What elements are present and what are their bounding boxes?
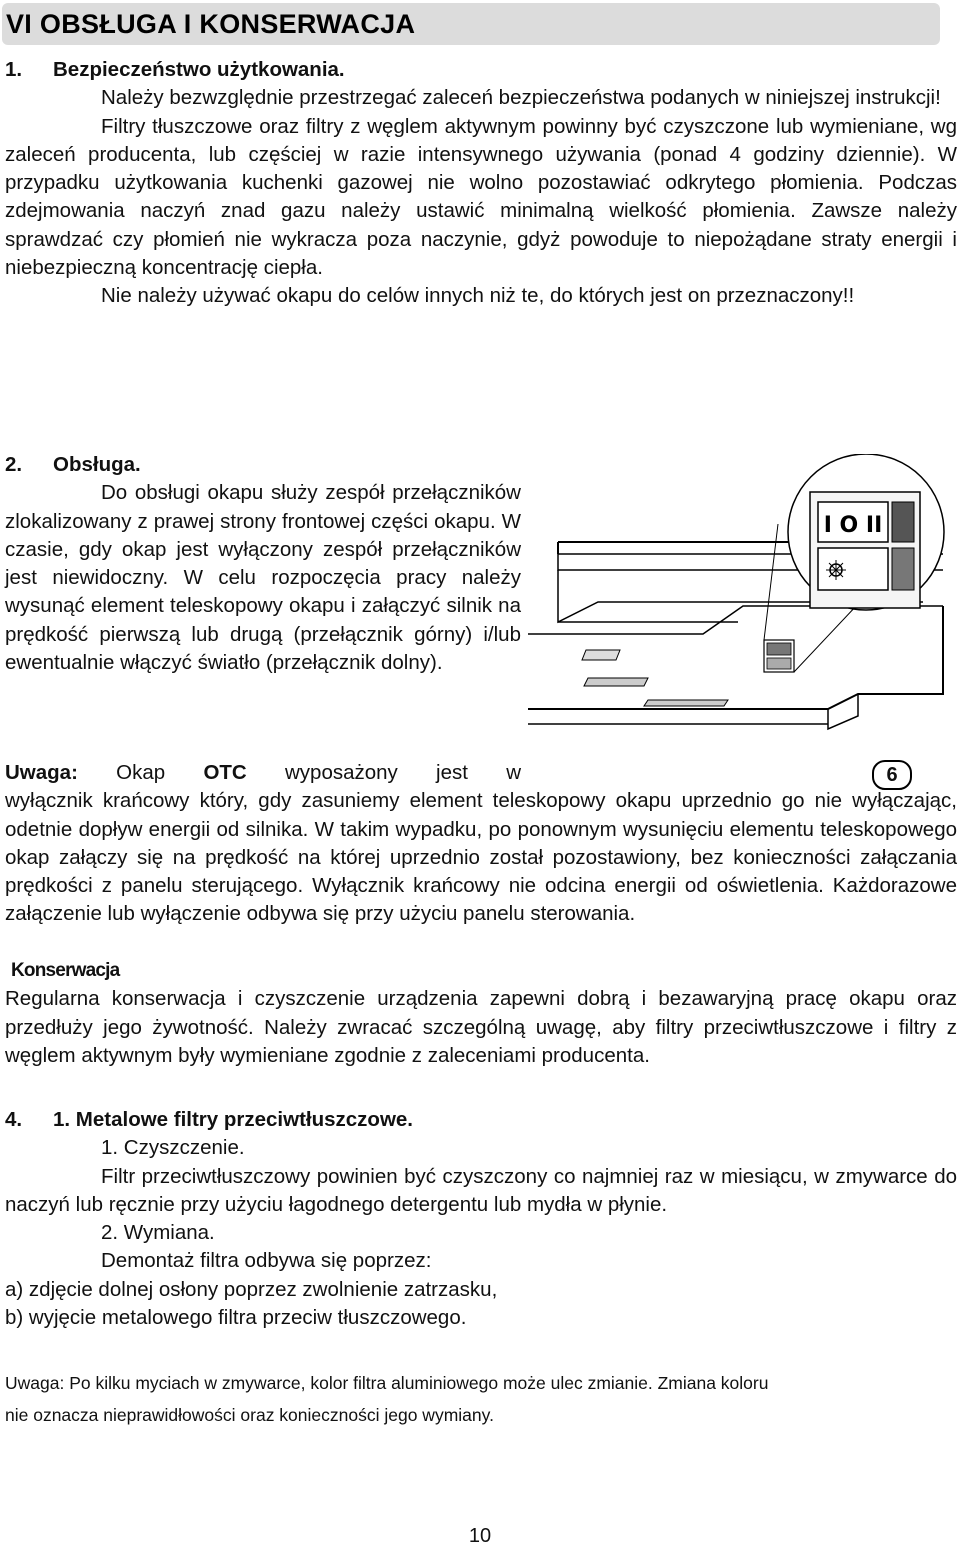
section-1: [5, 56, 957, 311]
step-a: a) zdjęcie dolnej osłony poprzez zwolnienie zatrzasku,: [5, 1277, 498, 1301]
cleaning-heading: 1. Czyszczenie.: [101, 1136, 245, 1160]
section-2: [5, 451, 521, 677]
konserwacja-paragraph: Regularna konserwacja i czyszczenie urządzenia zapewni dobrą i bezawaryjną pracę okapu oraz przedłuży jego żywotność. Należy zwracać szczególną uwagę, aby filtry przeciwtłuszczowe i filtry z węglem aktywnym były wymieniane zgodnie z zaleceniami producenta.: [5, 987, 957, 1067]
konserwacja-heading: Konserwacja: [11, 960, 120, 981]
remark-line-1: Uwaga: Po kilku myciach w zmywarce, kolor filtra aluminiowego może ulec zmianie. Zmiana koloru: [5, 1373, 769, 1393]
section-1-paragraph-3: Nie należy używać okapu do celów innych niż te, do których jest on przeznaczony!!: [101, 284, 855, 308]
section-header-bar: [2, 3, 940, 45]
replacement-intro: Demontaż filtra odbywa się poprzez:: [101, 1249, 432, 1273]
section-4: [5, 1106, 957, 1332]
step-b: b) wyjęcie metalowego filtra przeciw tłuszczowego.: [5, 1306, 467, 1330]
remark-line-2: nie oznacza nieprawidłowości oraz konieczności jego wymiany.: [5, 1405, 494, 1425]
replacement-heading: 2. Wymiana.: [101, 1221, 215, 1245]
note-text: wyłącznik krańcowy który, gdy zasuniemy element teleskopowy okapu uprzednio go nie wyłączając, odetnie dopływ energii od silnika. W takim wypadku, po ponownym wysunięciu elementu teleskopowego okap załączy się na prędkość na której uprzednio został pozostawiony, bez konieczności załączania prędkości z panelu sterującego. Wyłącznik krańcowy nie odcina energii od oświetlenia. Każdorazowe załączenie lub wyłączenie odbywa się przy użyciu panelu sterowania.: [5, 789, 957, 926]
page-number: 10: [468, 1525, 492, 1547]
section-1-heading: 1. Bezpieczeństwo użytkowania.: [5, 58, 345, 81]
note-first-line: Uwaga: Okap OTC wyposażony jest w: [5, 761, 522, 784]
section-title: VI OBSŁUGA I KONSERWACJA: [6, 9, 416, 39]
note-block: [5, 759, 957, 929]
konserwacja-block: [5, 956, 957, 1070]
figure-number: 6: [872, 760, 912, 790]
section-2-heading: 2. Obsługa.: [5, 453, 141, 476]
section-1-paragraph-1: Należy bezwzględnie przestrzegać zaleceń bezpieczeństwa podanych w niniejszej instrukcji!: [101, 86, 941, 110]
section-1-paragraph-2: Filtry tłuszczowe oraz filtry z węglem aktywnym powinny być czyszczone lub wymieniane, wg zaleceń producenta, lub częściej w razie intensywnego używania (ponad 4 godziny dziennie). W przypadku użytkowania kuchenki gazowej nie wolno pozostawiać odkrytego płomienia. Podczas zdejmowania naczyń znad gazu należy ustawić minimalną wielkość płomienia. Zawsze należy sprawdzać czy płomień nie wykracza poza naczynie, gdyż powoduje to niepożądane straty energii i niebezpieczną koncentrację ciepła.: [5, 114, 957, 280]
hood-switch-figure: [528, 454, 960, 790]
section-2-paragraph: Do obsługi okapu służy zespół przełączników zlokalizowany z prawej strony frontowej części okapu. W czasie, gdy okap jest wyłączony zespół przełączników jest niewidoczny. W celu rozpoczęcia pracy należy wysunąć element teleskopowy okapu i załączyć silnik na prędkość pierwszą lub drugą (przełącznik górny) i/lub ewentualnie włączyć światło (przełącznik dolny).: [5, 481, 521, 675]
hood-switch-illustration: [528, 454, 960, 790]
cleaning-text: Filtr przeciwtłuszczowy powinien być czyszczony co najmniej raz w miesiącu, w zmywarce do naczyń lub ręcznie przy użyciu łagodnego detergentu lub mydła w płynie.: [5, 1164, 957, 1216]
remark-block: [5, 1367, 957, 1431]
speed-switch-label: I O II: [823, 513, 883, 538]
section-4-heading: 4. 1. Metalowe filtry przeciwtłuszczowe.: [5, 1108, 413, 1131]
